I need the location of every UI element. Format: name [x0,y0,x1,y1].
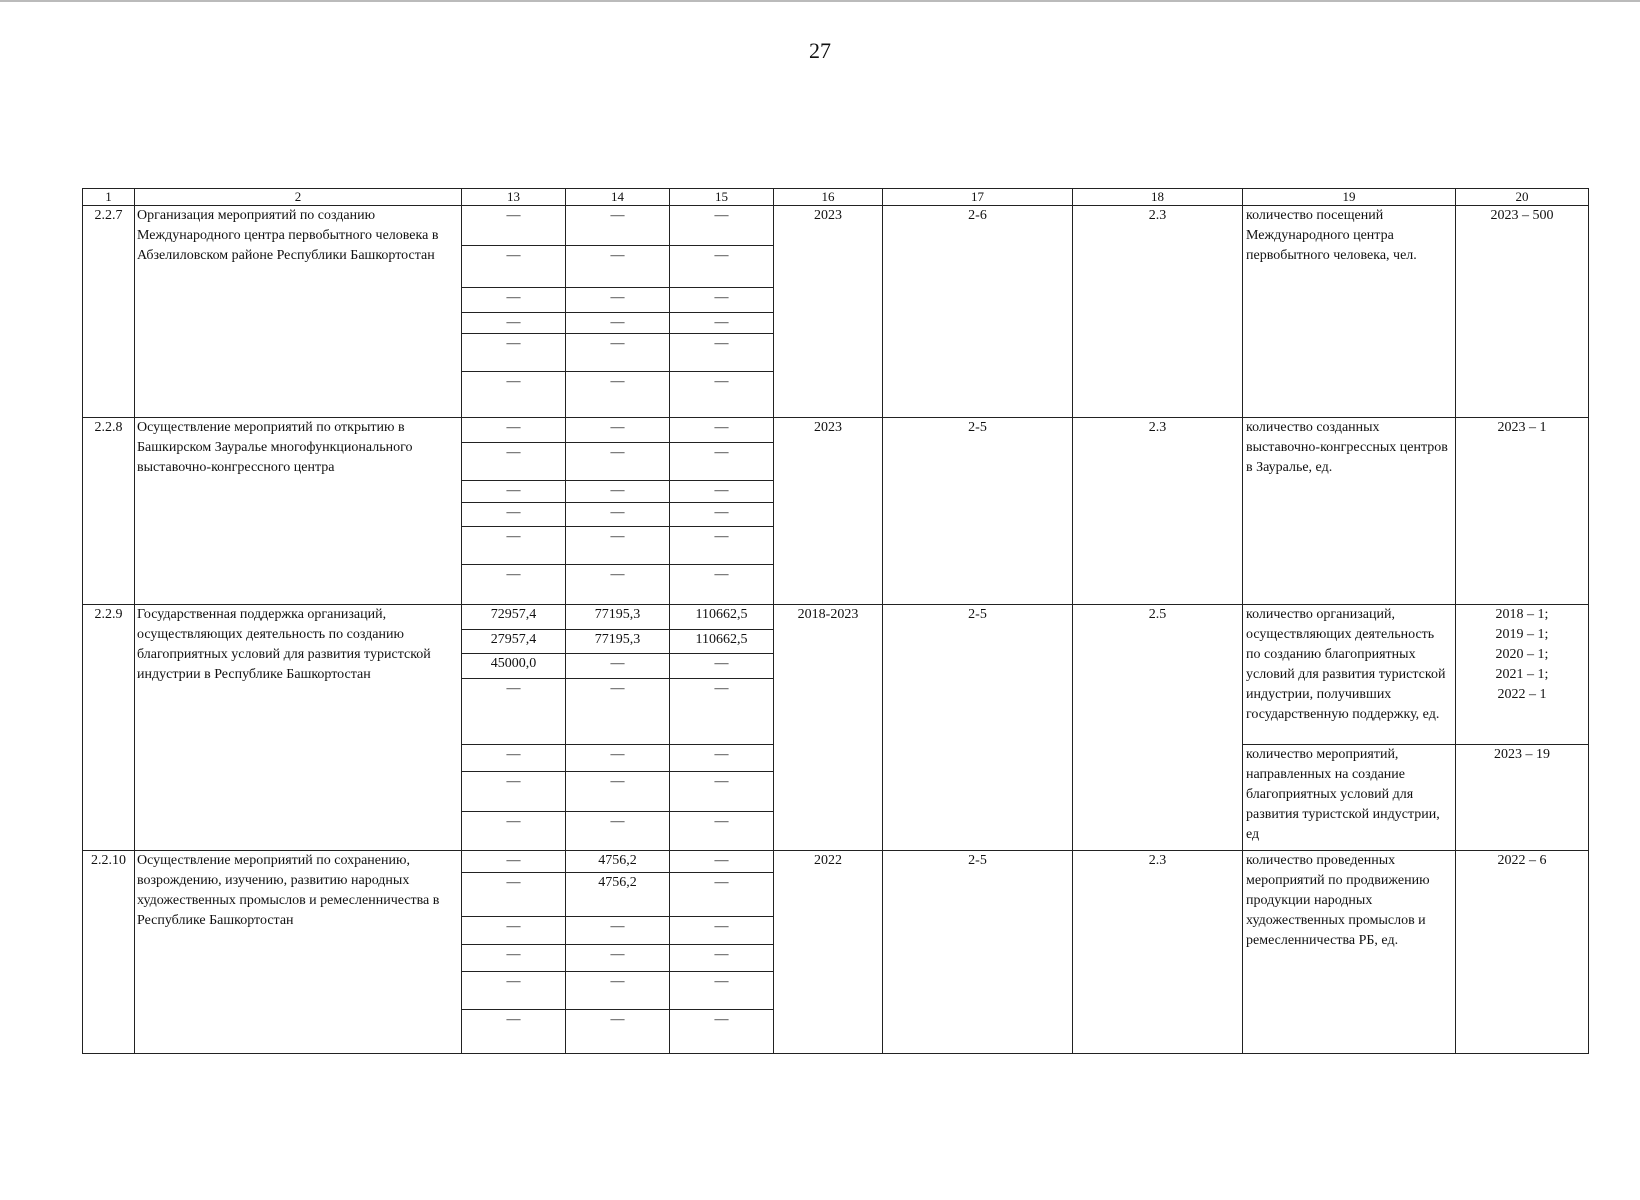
funding-value: — [670,745,774,772]
header-cell: 19 [1243,189,1456,206]
header-cell: 13 [462,189,566,206]
funding-value: — [462,972,566,1010]
funding-value: — [462,206,566,246]
task-ref-cell: 2.3 [1073,851,1243,1054]
indicator-value: 2022 – 1 [1497,687,1547,702]
header-cell: 18 [1073,189,1243,206]
header-cell: 17 [883,189,1073,206]
funding-value: — [462,288,566,313]
funding-value: — [670,812,774,851]
task-ref-cell: 2.3 [1073,206,1243,418]
indicator-value: 2022 – 6 [1497,853,1547,868]
funding-value: 77195,3 [566,630,670,654]
funding-value: 72957,4 [462,605,566,630]
stage-cell: 2-5 [883,418,1073,605]
funding-value: — [670,1010,774,1054]
indicator-value: 2018 – 1; [1495,607,1549,622]
funding-value: — [566,679,670,745]
indicator-value: 2019 – 1; [1495,627,1549,642]
table-row [83,851,1589,873]
indicator-values [1456,206,1589,418]
program-table [82,188,1589,1054]
funding-value: — [462,917,566,945]
funding-value: — [670,972,774,1010]
funding-value: — [670,246,774,288]
funding-value: — [670,313,774,334]
funding-value: — [566,945,670,972]
funding-value: — [670,481,774,503]
header-cell: 1 [83,189,135,206]
indicator-value: 2023 – 1 [1497,420,1547,435]
funding-value: — [670,873,774,917]
indicator-value: 2023 – 19 [1494,747,1550,762]
item-name: Организация мероприятий по созданию Международного центра первобытного человека в Абзелиловском районе Республики Башкортостан [135,206,462,418]
funding-value: — [566,917,670,945]
period-cell: 2023 [774,418,883,605]
indicator-text: количество мероприятий, направленных на создание благоприятных условий для развития туристской индустрии, ед [1243,745,1456,851]
funding-value: — [566,812,670,851]
item-number: 2.2.10 [83,851,135,1054]
task-ref-cell: 2.5 [1073,605,1243,851]
period-cell: 2023 [774,206,883,418]
indicator-values [1456,851,1589,1054]
indicator-values [1456,745,1589,851]
funding-value: — [462,313,566,334]
funding-value: — [670,772,774,812]
stage-cell: 2-6 [883,206,1073,418]
table-row [83,418,1589,443]
funding-value: — [462,443,566,481]
funding-value: — [462,418,566,443]
funding-value: — [670,917,774,945]
funding-value: — [462,527,566,565]
header-cell: 16 [774,189,883,206]
period-cell: 2018-2023 [774,605,883,851]
funding-value: — [566,313,670,334]
funding-value: — [670,334,774,372]
funding-value: — [462,851,566,873]
item-name: Осуществление мероприятий по сохранению, возрождению, изучению, развитию народных художественных промыслов и ремесленничества в Республике Башкортостан [135,851,462,1054]
scan-edge-line [0,0,1640,2]
funding-value: — [670,288,774,313]
funding-value: — [462,503,566,527]
funding-value: — [566,288,670,313]
indicator-value: 2023 – 500 [1490,208,1554,223]
funding-value: — [566,772,670,812]
item-name: Государственная поддержка организаций, осуществляющих деятельность по созданию благоприятных условий для развития туристской индустрии в Республике Башкортостан [135,605,462,851]
funding-value: — [566,206,670,246]
funding-value: 27957,4 [462,630,566,654]
funding-value: — [670,679,774,745]
funding-value: — [566,334,670,372]
funding-value: — [670,418,774,443]
table-row [83,605,1589,630]
funding-value: — [670,206,774,246]
funding-value: — [566,481,670,503]
funding-value: 110662,5 [670,605,774,630]
funding-value: 110662,5 [670,630,774,654]
funding-value: — [462,772,566,812]
funding-value: — [462,745,566,772]
indicator-text: количество посещений Международного центра первобытного человека, чел. [1243,206,1456,418]
task-ref-cell: 2.3 [1073,418,1243,605]
funding-value: — [566,527,670,565]
funding-value: — [566,503,670,527]
funding-value: 4756,2 [566,851,670,873]
funding-value: — [670,527,774,565]
stage-cell: 2-5 [883,605,1073,851]
funding-value: — [670,503,774,527]
item-number: 2.2.8 [83,418,135,605]
funding-value: — [462,873,566,917]
funding-value: — [462,334,566,372]
funding-value: — [462,679,566,745]
table-row [83,206,1589,246]
header-row [83,189,1589,206]
item-number: 2.2.7 [83,206,135,418]
funding-value: — [670,654,774,679]
indicator-value: 2021 – 1; [1495,667,1549,682]
funding-value: — [566,654,670,679]
item-name: Осуществление мероприятий по открытию в Башкирском Зауралье многофункционального выставочно-конгрессного центра [135,418,462,605]
funding-value: — [670,851,774,873]
funding-value: 45000,0 [462,654,566,679]
header-cell: 14 [566,189,670,206]
funding-value: — [566,443,670,481]
funding-value: — [462,1010,566,1054]
funding-value: — [670,372,774,418]
header-cell: 2 [135,189,462,206]
period-cell: 2022 [774,851,883,1054]
funding-value: — [566,246,670,288]
funding-value: 4756,2 [566,873,670,917]
funding-value: — [670,565,774,605]
header-cell: 15 [670,189,774,206]
funding-value: — [462,246,566,288]
funding-value: — [566,972,670,1010]
funding-value: — [462,945,566,972]
indicator-values [1456,418,1589,605]
funding-value: — [462,481,566,503]
indicator-text: количество созданных выставочно-конгрессных центров в Зауралье, ед. [1243,418,1456,605]
indicator-text: количество проведенных мероприятий по продвижению продукции народных художественных промыслов и ремесленничества РБ, ед. [1243,851,1456,1054]
funding-value: — [462,812,566,851]
funding-value: 77195,3 [566,605,670,630]
indicator-text: количество организаций, осуществляющих деятельность по созданию благоприятных условий для развития туристской индустрии, получивших государственную поддержку, ед. [1243,605,1456,745]
funding-value: — [462,565,566,605]
funding-value: — [670,945,774,972]
funding-value: — [462,372,566,418]
page-number: 27 [809,38,831,63]
funding-value: — [566,745,670,772]
indicator-values [1456,605,1589,745]
header-cell: 20 [1456,189,1589,206]
funding-value: — [566,418,670,443]
funding-value: — [670,443,774,481]
funding-value: — [566,372,670,418]
funding-value: — [566,1010,670,1054]
funding-value: — [566,565,670,605]
stage-cell: 2-5 [883,851,1073,1054]
item-number: 2.2.9 [83,605,135,851]
indicator-value: 2020 – 1; [1495,647,1549,662]
